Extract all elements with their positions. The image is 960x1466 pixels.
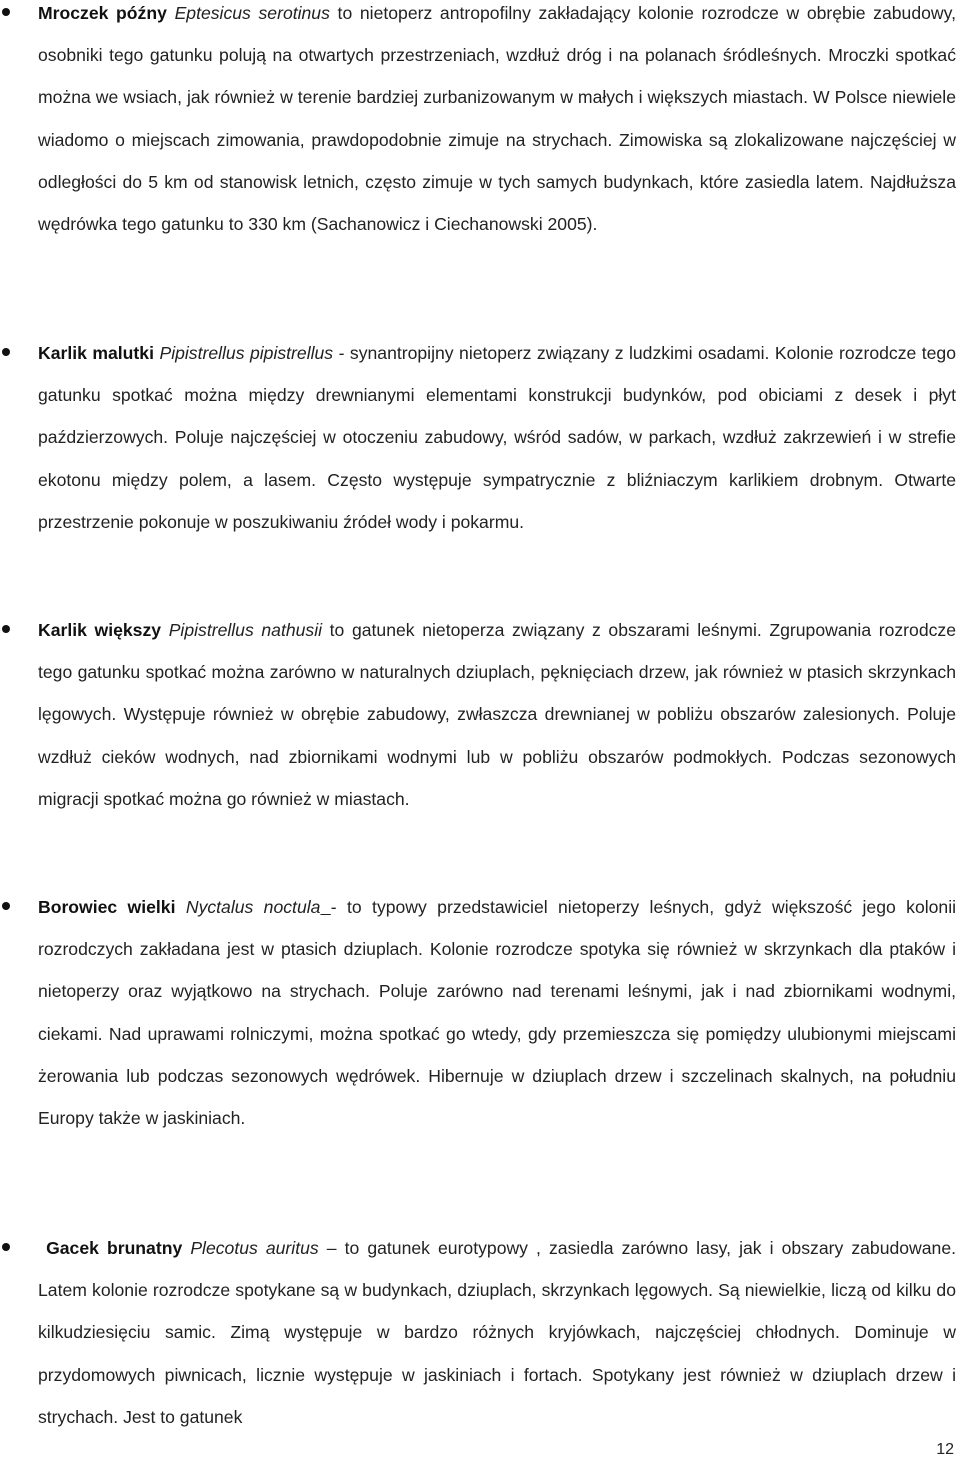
bullet-icon	[2, 0, 16, 34]
species-name: Gacek brunatny	[46, 1238, 183, 1258]
species-latin-name: Eptesicus serotinus	[174, 3, 330, 23]
species-description: - synantropijny nietoperz związany z ludzkimi osadami. Kolonie rozrodcze tego gatunku spotkać można między drewnianymi elementami konstrukcji budynków, pod obiciami z desek i płyt paździerzowych. Poluje najczęściej w otoczeniu zabudowy, wśród sadów, w parkach, wzdłuż zakrzewień i w strefie ekotonu między polem, a lasem. Często występuje sympatrycznie z bliźniaczym karlikiem drobnym. Otwarte przestrzenie pokonuje w poszukiwaniu źródeł wody i pokarmu.	[38, 343, 956, 532]
species-latin-name: Pipistrellus pipistrellus	[159, 343, 334, 363]
bullet-icon	[2, 886, 16, 928]
species-entry-karlik-malutki	[38, 332, 956, 543]
species-description: - to typowy przedstawiciel nietoperzy leśnych, gdyż większość jego kolonii rozrodczych zakładana jest w ptasich dziuplach. Kolonie rozrodcze spotyka się również w skrzynkach dla ptaków i nietoperzy oraz wyjątkowo na strychach. Poluje zarówno nad terenami leśnymi, jak i nad zbiornikami wodnymi, ciekami. Nad uprawami rolniczymi, można spotkać go wtedy, gdy przemieszcza się pomiędzy ulubionymi miejscami żerowania lub podczas sezonowych wędrówek. Hibernuje w dziuplach drzew i szczelinach skalnych, na południu Europy także w jaskiniach.	[38, 897, 957, 1129]
page-number: 12	[936, 1441, 954, 1458]
species-latin-name: Plecotus auritus	[190, 1238, 319, 1258]
bullet-icon	[2, 609, 16, 651]
species-entry-gacek-brunatny	[38, 1227, 956, 1438]
underlined-space	[320, 897, 330, 917]
species-entry-mroczek	[38, 0, 956, 245]
species-name: Borowiec wielki	[38, 897, 176, 917]
species-description: to nietoperz antropofilny zakładający kolonie rozrodcze w obrębie zabudowy, osobniki tego gatunku polują na otwartych przestrzeniach, wzdłuż dróg i na polanach śródleśnych. Mroczki spotkać można we wsiach, jak również w terenie bardziej zurbanizowanym w małych i większych miastach. W Polsce niewiele wiadomo o miejscach zimowania, prawdopodobnie zimuje na strychach. Zimowiska są zlokalizowane najczęściej w odległości do 5 km od stanowisk letnich, często zimuje w tych samych budynkach, które zasiedla latem. Najdłuższa wędrówka tego gatunku to 330 km (Sachanowicz i Ciechanowski 2005).	[38, 3, 956, 235]
species-name: Karlik malutki	[38, 343, 154, 363]
bullet-icon	[2, 332, 16, 374]
species-name: Mroczek późny	[38, 3, 167, 23]
species-entry-borowiec-wielki	[38, 886, 956, 1139]
species-latin-name: Pipistrellus nathusii	[168, 620, 323, 640]
species-description: – to gatunek eurotypowy , zasiedla zarówno lasy, jak i obszary zabudowane. Latem kolonie rozrodcze spotykane są w budynkach, dziuplach, skrzynkach lęgowych. Są niewielkie, liczą od kilku do kilkudziesięciu samic. Zimą występuje w bardzo różnych kryjówkach, najczęściej chłodnych. Dominuje w przydomowych piwnicach, licznie występuje w jaskiniach i fortach. Spotykany jest również w dziuplach drzew i strychach. Jest to gatunek	[38, 1238, 956, 1427]
species-description: to gatunek nietoperza związany z obszarami leśnymi. Zgrupowania rozrodcze tego gatunku spotkać można zarówno w naturalnych dziuplach, pęknięciach drzew, jak również w ptasich skrzynkach lęgowych. Występuje również w obrębie zabudowy, zwłaszcza drewnianej w pobliżu obszarów zalesionych. Poluje wzdłuż cieków wodnych, nad zbiornikami wodnymi lub w pobliżu obszarów podmokłych. Podczas sezonowych migracji spotkać można go również w miastach.	[38, 620, 956, 809]
species-latin-name: Nyctalus noctula	[185, 897, 321, 917]
species-entry-karlik-wiekszy	[38, 609, 956, 820]
species-name: Karlik większy	[38, 620, 162, 640]
bullet-icon	[2, 1227, 16, 1269]
